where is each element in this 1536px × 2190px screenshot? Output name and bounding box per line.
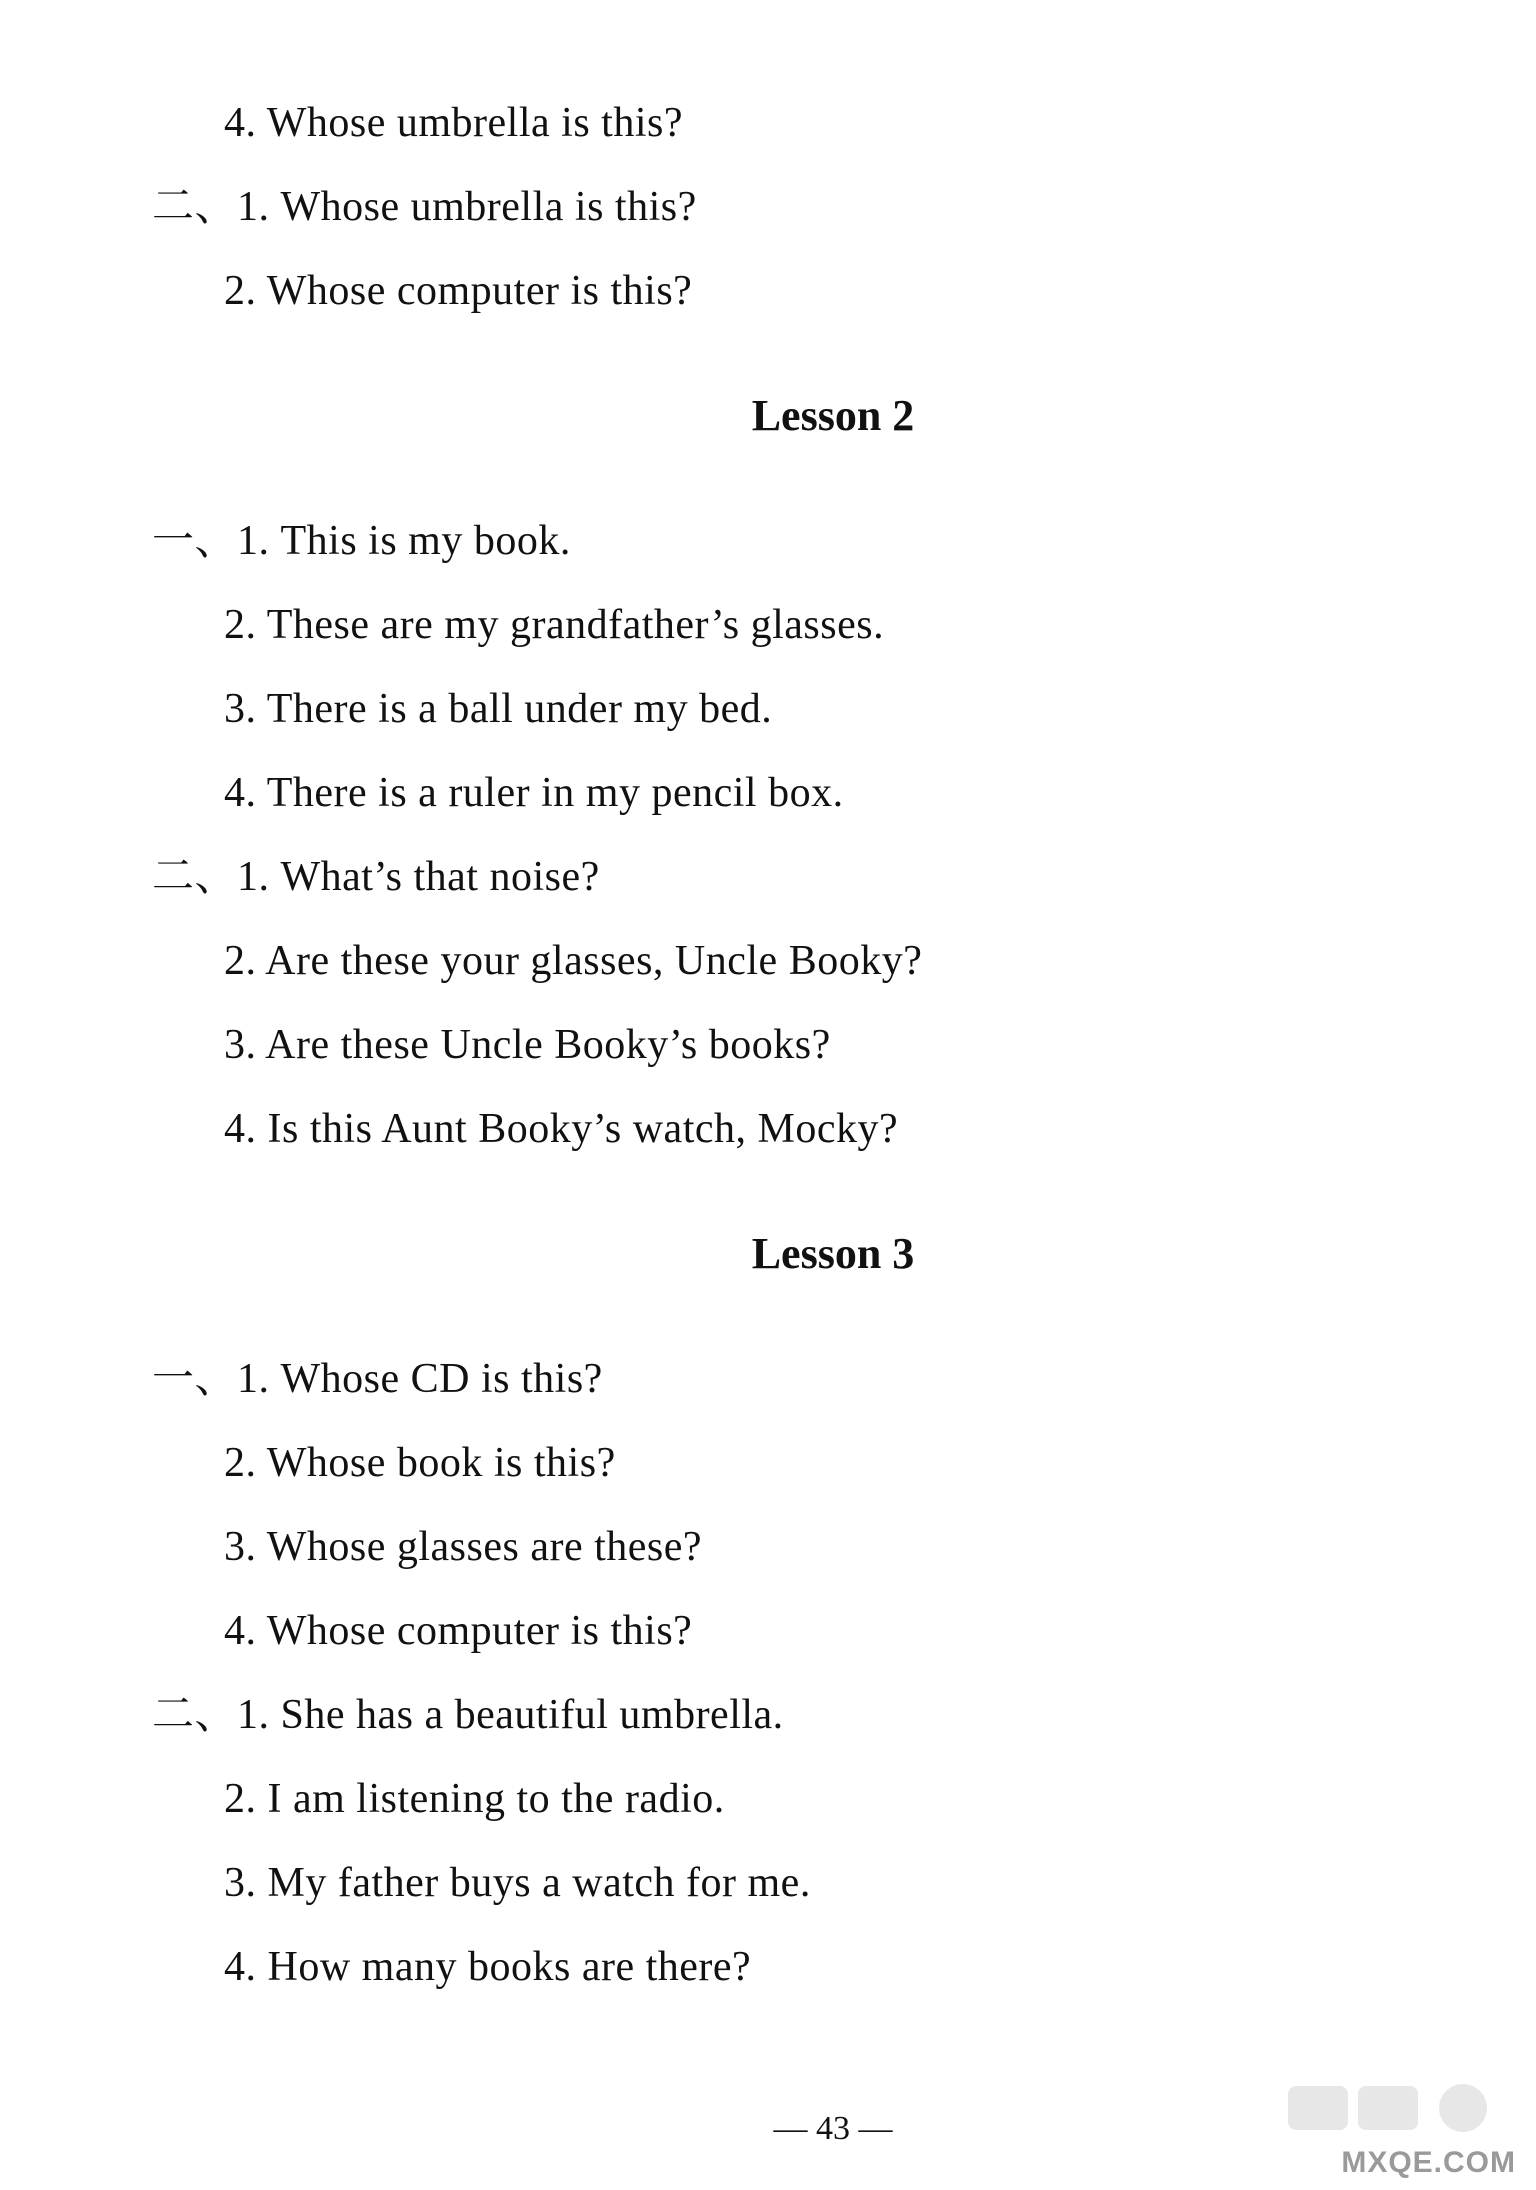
- answer-line: 4. Whose computer is this?: [224, 1608, 693, 1654]
- answer-line: 4. How many books are there?: [224, 1944, 752, 1990]
- answer-line: 4. Is this Aunt Booky’s watch, Mocky?: [224, 1106, 899, 1152]
- answer-line: 二、1. Whose umbrella is this?: [152, 184, 697, 230]
- answer-line: 3. Are these Uncle Booky’s books?: [224, 1022, 831, 1068]
- answer-line: 一、1. This is my book.: [152, 518, 571, 564]
- answer-line: 二、1. What’s that noise?: [152, 854, 600, 900]
- answer-line: 2. I am listening to the radio.: [224, 1776, 725, 1822]
- watermark-text: MXQE.COM: [1341, 2146, 1516, 2179]
- answer-line: 2. Whose computer is this?: [224, 268, 693, 314]
- answer-line: 二、1. She has a beautiful umbrella.: [152, 1692, 784, 1738]
- answer-line: 4. Whose umbrella is this?: [224, 100, 683, 146]
- answer-line: 2. These are my grandfather’s glasses.: [224, 602, 885, 648]
- answer-line: 一、1. Whose CD is this?: [152, 1356, 603, 1402]
- answer-line: 3. There is a ball under my bed.: [224, 686, 773, 732]
- answer-line: 3. Whose glasses are these?: [224, 1524, 703, 1570]
- lesson-heading: Lesson 2: [751, 391, 915, 440]
- answer-line: 4. There is a ruler in my pencil box.: [224, 770, 844, 816]
- answer-line: 2. Whose book is this?: [224, 1440, 616, 1486]
- answer-line: 2. Are these your glasses, Uncle Booky?: [224, 938, 923, 984]
- page-number: — 43 —: [773, 2110, 893, 2147]
- lesson-heading: Lesson 3: [751, 1229, 915, 1278]
- answer-line: 3. My father buys a watch for me.: [224, 1860, 811, 1906]
